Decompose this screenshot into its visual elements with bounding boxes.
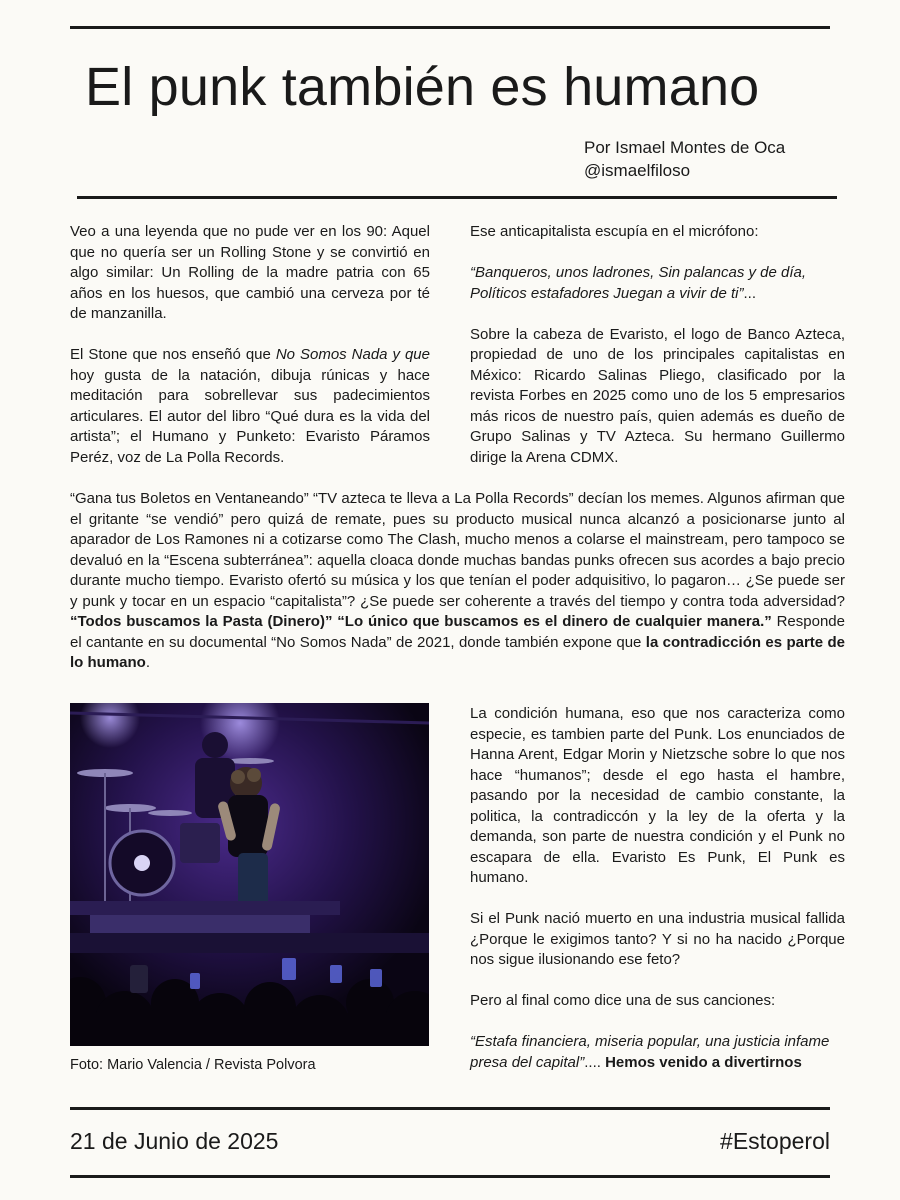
concert-photo-illustration	[70, 703, 429, 1046]
left-column	[70, 222, 430, 468]
right-paragraph-1: Ese anticapitalista escupía en el micrófono:	[470, 223, 759, 240]
concert-photo	[70, 703, 429, 1046]
full-width-paragraph	[70, 489, 845, 674]
lyric-quote: “Banqueros, unos ladrones, Sin palancas y de día, Políticos estafadores Juegan a vivir de ti”	[470, 264, 807, 302]
full-text-c: .	[145, 654, 150, 671]
left-p2-end: hoy gusta de la natación, dibuja rúnicas y hace meditación para sobrellevar sus padecimientos articulares. El autor del libro “Qué dura es la vida del artista”; el Humano y Punketo: Evaristo Páramos Peréz, voz de La Polla Records.	[70, 366, 430, 466]
closing-dots: ....	[584, 1053, 606, 1071]
author-name: Por Ismael Montes de Oca	[584, 138, 786, 157]
right-column-lower	[470, 704, 845, 1073]
lower-paragraph-2: Si el Punk nació muerto en una industria musical fallida ¿Porque le exigimos tanto? Y si no ha nacido ¿Porque nos sigue ilusionando ese feto?	[470, 910, 845, 968]
left-paragraph-1: Veo a una leyenda que no pude ver en los 90: Aquel que no quería ser un Rolling Stone y se convirtió en algo similar: Un Rolling de la madre patria con 65 años en los huesos, que cambió una cerveza por té de manzanilla.	[70, 223, 430, 322]
footer-hashtag[interactable]: #Estoperol	[720, 1128, 830, 1154]
right-paragraph-3: Sobre la cabeza de Evaristo, el logo de Banco Azteca, propiedad de uno de los principales capitalistas en México: Ricardo Salinas Pliego, clasificado por la revista Forbes en 2025 como uno de los 5 empresarios más ricos de nuestro país, quien además es dueño de Grupo Salinas y TV Azteca. Su hermano Guillermo dirige la Arena CDMX.	[470, 325, 845, 466]
footer-date: 21 de Junio de 2025	[70, 1128, 279, 1154]
author-handle[interactable]: @ismaelfiloso	[584, 161, 691, 180]
right-column	[470, 222, 845, 468]
full-text-b: Responde el cantante en su documental “No Somos Nada” de 2021, donde también expone que	[70, 613, 845, 651]
footer-rule-top	[70, 1107, 830, 1110]
byline	[584, 136, 785, 182]
article-title: El punk también es humano	[85, 57, 760, 117]
right-paragraph-2	[470, 263, 845, 304]
left-p2-italic: No Somos Nada y que	[275, 346, 430, 363]
footer-rule-bottom	[70, 1175, 830, 1178]
full-bold-claim: la contradicción es parte de lo humano	[70, 633, 846, 671]
lyric-ellipsis: ...	[743, 284, 756, 302]
closing-bold: Hemos venido a divertirnos	[605, 1053, 802, 1071]
photo-caption: Foto: Mario Valencia / Revista Polvora	[70, 1057, 316, 1073]
left-p2-start: El Stone que nos enseñó que	[70, 346, 276, 363]
lower-paragraph-3: Pero al final como dice una de sus canciones:	[470, 992, 776, 1009]
full-text-a: “Gana tus Boletos en Ventaneando” “TV azteca te lleva a La Polla Records” decían los memes. Algunos afirman que el gritante “se vendió” pero quizá de remate, pues su producto musical nunca alcanzó a posicionarse junto al aparador de Los Ramones ni a cotizarse como The Clash, mucho menos a colarse el mainstream, pero tampoco se devaluó en la “Escena subterránea”: aquella cloaca donde muchas bandas punks ofrecen sus acordes a bajo precio durante mucho tiempo. Evaristo ofertó su música y los que tenían el poder adquisitivo, lo pagaron… ¿Se puede ser y punk y tocar en un espacio “capitalista”? ¿Se puede ser coherente a través del tiempo y contra toda adversidad?	[70, 490, 845, 610]
full-bold-quote: “Todos buscamos la Pasta (Dinero)” “Lo único que buscamos es el dinero de cualquier manera.”	[70, 613, 772, 630]
header-rule	[77, 196, 837, 199]
closing-lyric: “Estafa financiera, miseria popular, una justicia infame presa del capital”	[470, 1033, 830, 1071]
top-rule	[70, 26, 830, 29]
lower-paragraph-1: La condición humana, eso que nos caracteriza como especie, es tambien parte del Punk. Los enunciados de Hanna Arent, Edgar Morin y Nietzsche sobre lo que nos hace “humanos”; desde el ego hasta el hambre, pasando por la necesidad de cambio constante, la politica, la contradiccón y la ley de la oferta y la demanda, son parte de nuestra condición y el Punk no escapara de ella. Evaristo Es Punk, El Punk es humano.	[470, 705, 845, 886]
left-paragraph-2	[70, 345, 430, 468]
lower-paragraph-4	[470, 1032, 845, 1073]
